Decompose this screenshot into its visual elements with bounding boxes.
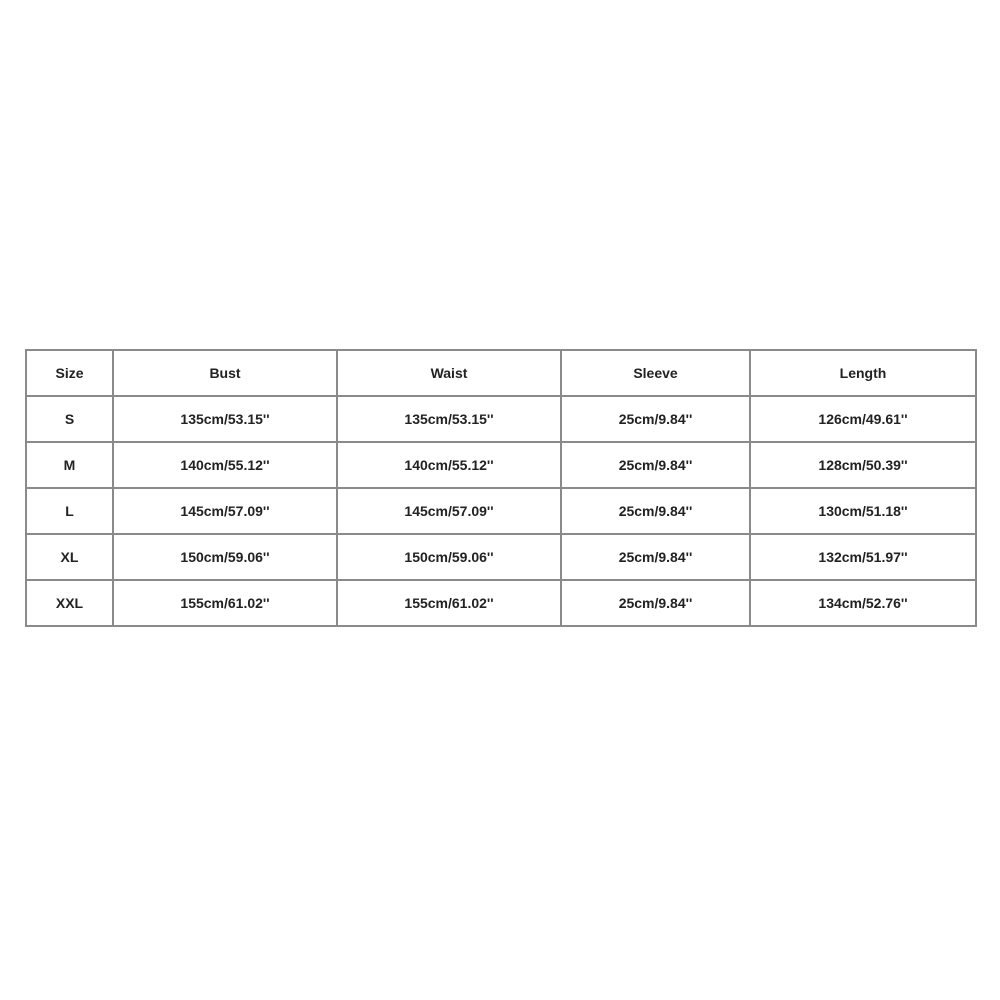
cell-waist: 145cm/57.09'' — [337, 488, 561, 534]
cell-sleeve: 25cm/9.84'' — [561, 534, 750, 580]
cell-sleeve: 25cm/9.84'' — [561, 396, 750, 442]
header-length: Length — [750, 350, 976, 396]
cell-bust: 145cm/57.09'' — [113, 488, 337, 534]
cell-waist: 155cm/61.02'' — [337, 580, 561, 626]
cell-length: 126cm/49.61'' — [750, 396, 976, 442]
size-chart-table — [25, 349, 977, 627]
cell-size: S — [26, 396, 113, 442]
cell-size: XL — [26, 534, 113, 580]
cell-sleeve: 25cm/9.84'' — [561, 580, 750, 626]
cell-bust: 140cm/55.12'' — [113, 442, 337, 488]
cell-bust: 135cm/53.15'' — [113, 396, 337, 442]
cell-waist: 140cm/55.12'' — [337, 442, 561, 488]
header-sleeve: Sleeve — [561, 350, 750, 396]
table-row — [26, 488, 976, 534]
cell-sleeve: 25cm/9.84'' — [561, 488, 750, 534]
table-row — [26, 534, 976, 580]
cell-length: 128cm/50.39'' — [750, 442, 976, 488]
cell-size: L — [26, 488, 113, 534]
table-row — [26, 580, 976, 626]
cell-length: 134cm/52.76'' — [750, 580, 976, 626]
cell-waist: 150cm/59.06'' — [337, 534, 561, 580]
cell-bust: 150cm/59.06'' — [113, 534, 337, 580]
cell-waist: 135cm/53.15'' — [337, 396, 561, 442]
cell-size: XXL — [26, 580, 113, 626]
table-header-row — [26, 350, 976, 396]
cell-length: 130cm/51.18'' — [750, 488, 976, 534]
cell-size: M — [26, 442, 113, 488]
table-row — [26, 442, 976, 488]
cell-bust: 155cm/61.02'' — [113, 580, 337, 626]
header-waist: Waist — [337, 350, 561, 396]
cell-length: 132cm/51.97'' — [750, 534, 976, 580]
cell-sleeve: 25cm/9.84'' — [561, 442, 750, 488]
header-size: Size — [26, 350, 113, 396]
header-bust: Bust — [113, 350, 337, 396]
table-row — [26, 396, 976, 442]
